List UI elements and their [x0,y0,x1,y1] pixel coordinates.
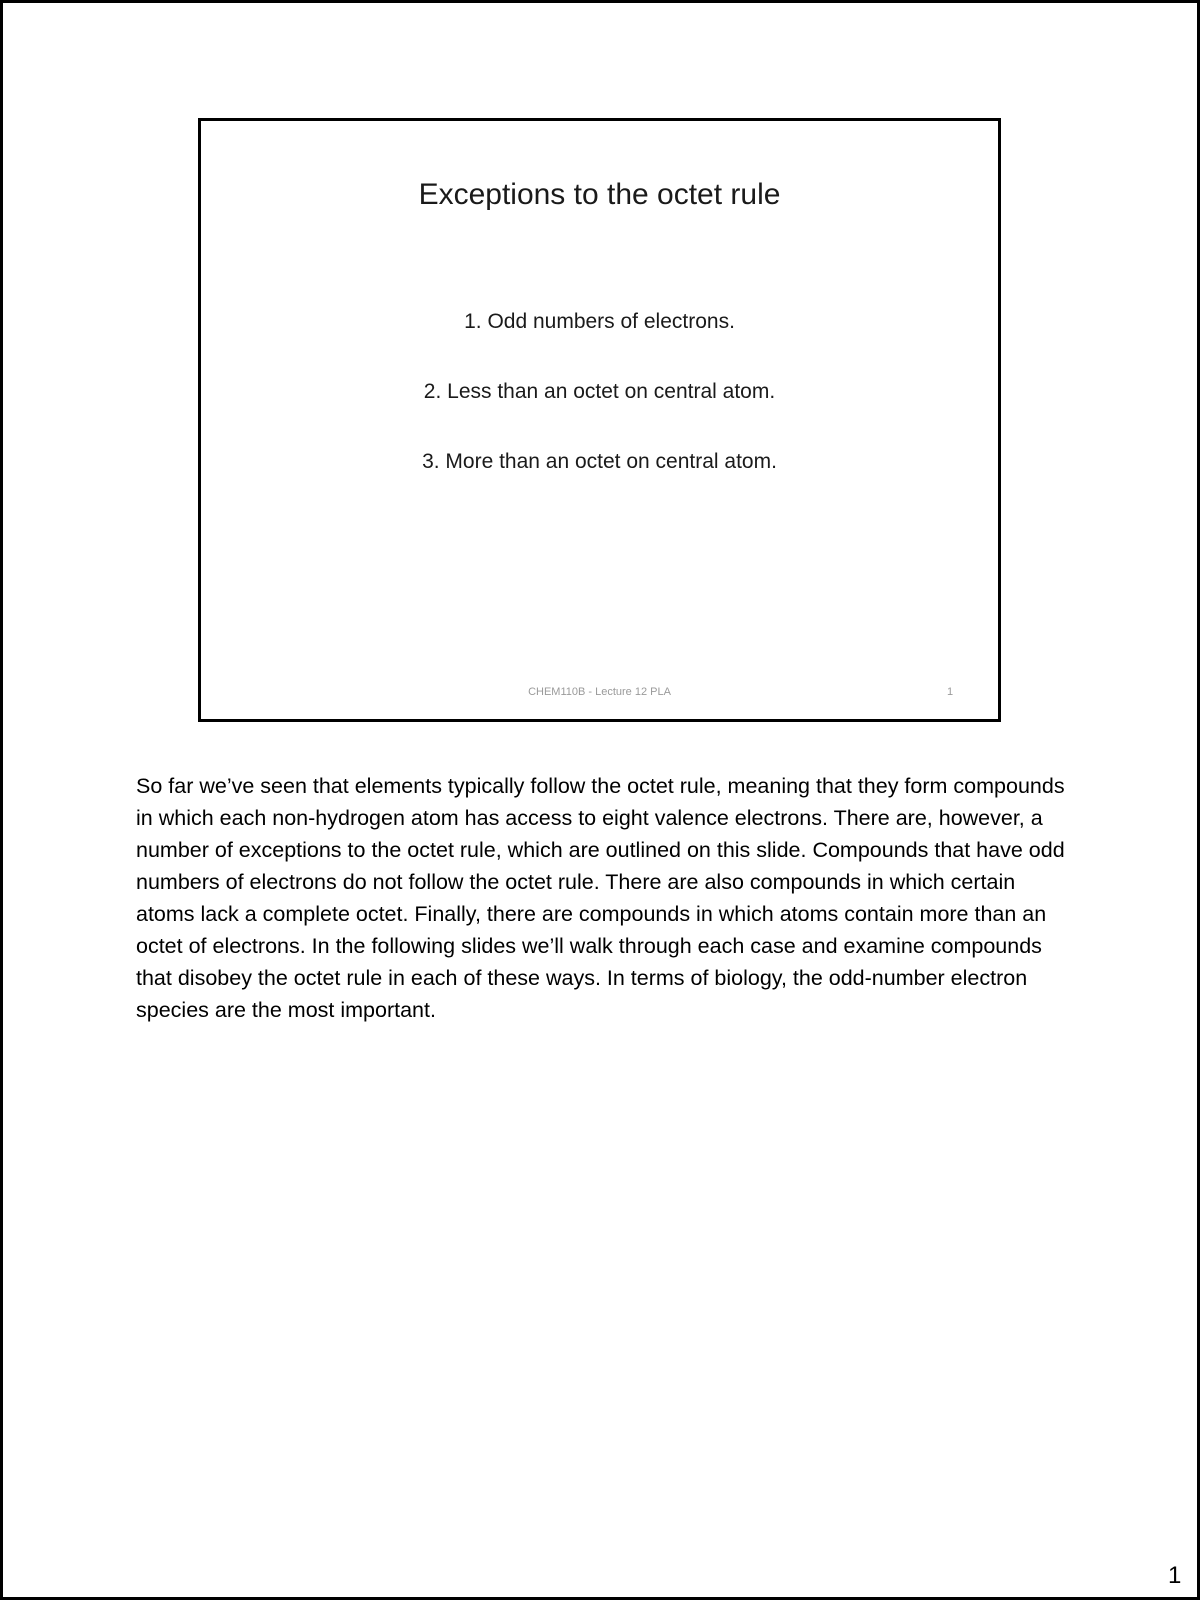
slide-number: 1 [947,686,954,698]
list-item: 2. Less than an octet on central atom. [423,380,776,403]
speaker-notes: So far we’ve seen that elements typically follow the octet rule, meaning that they form compounds in which each non-hydrogen atom has access to eight valence electrons. There are, however, a number of exceptions to the octet rule, which are outlined on this slide. Compounds that have odd numbers of electrons do not follow the octet rule. There are also compounds in which certain atoms lack a complete octet. Finally, there are compounds in which atoms contain more than an octet of electrons. In the following slides we’ll walk through each case and examine compounds that disobey the octet rule in each of these ways. In terms of biology, the odd-number electron species are the most important. [136,774,1065,1022]
slide-thumbnail [198,118,1001,722]
slide-footer: CHEM110B - Lecture 12 PLA [528,686,671,698]
page-number: 1 [1168,1562,1182,1589]
slide-exception-list [201,311,998,521]
slide-title: Exceptions to the octet rule [418,178,781,211]
list-item: 3. More than an octet on central atom. [422,450,777,473]
list-item: 1. Odd numbers of electrons. [464,310,735,333]
